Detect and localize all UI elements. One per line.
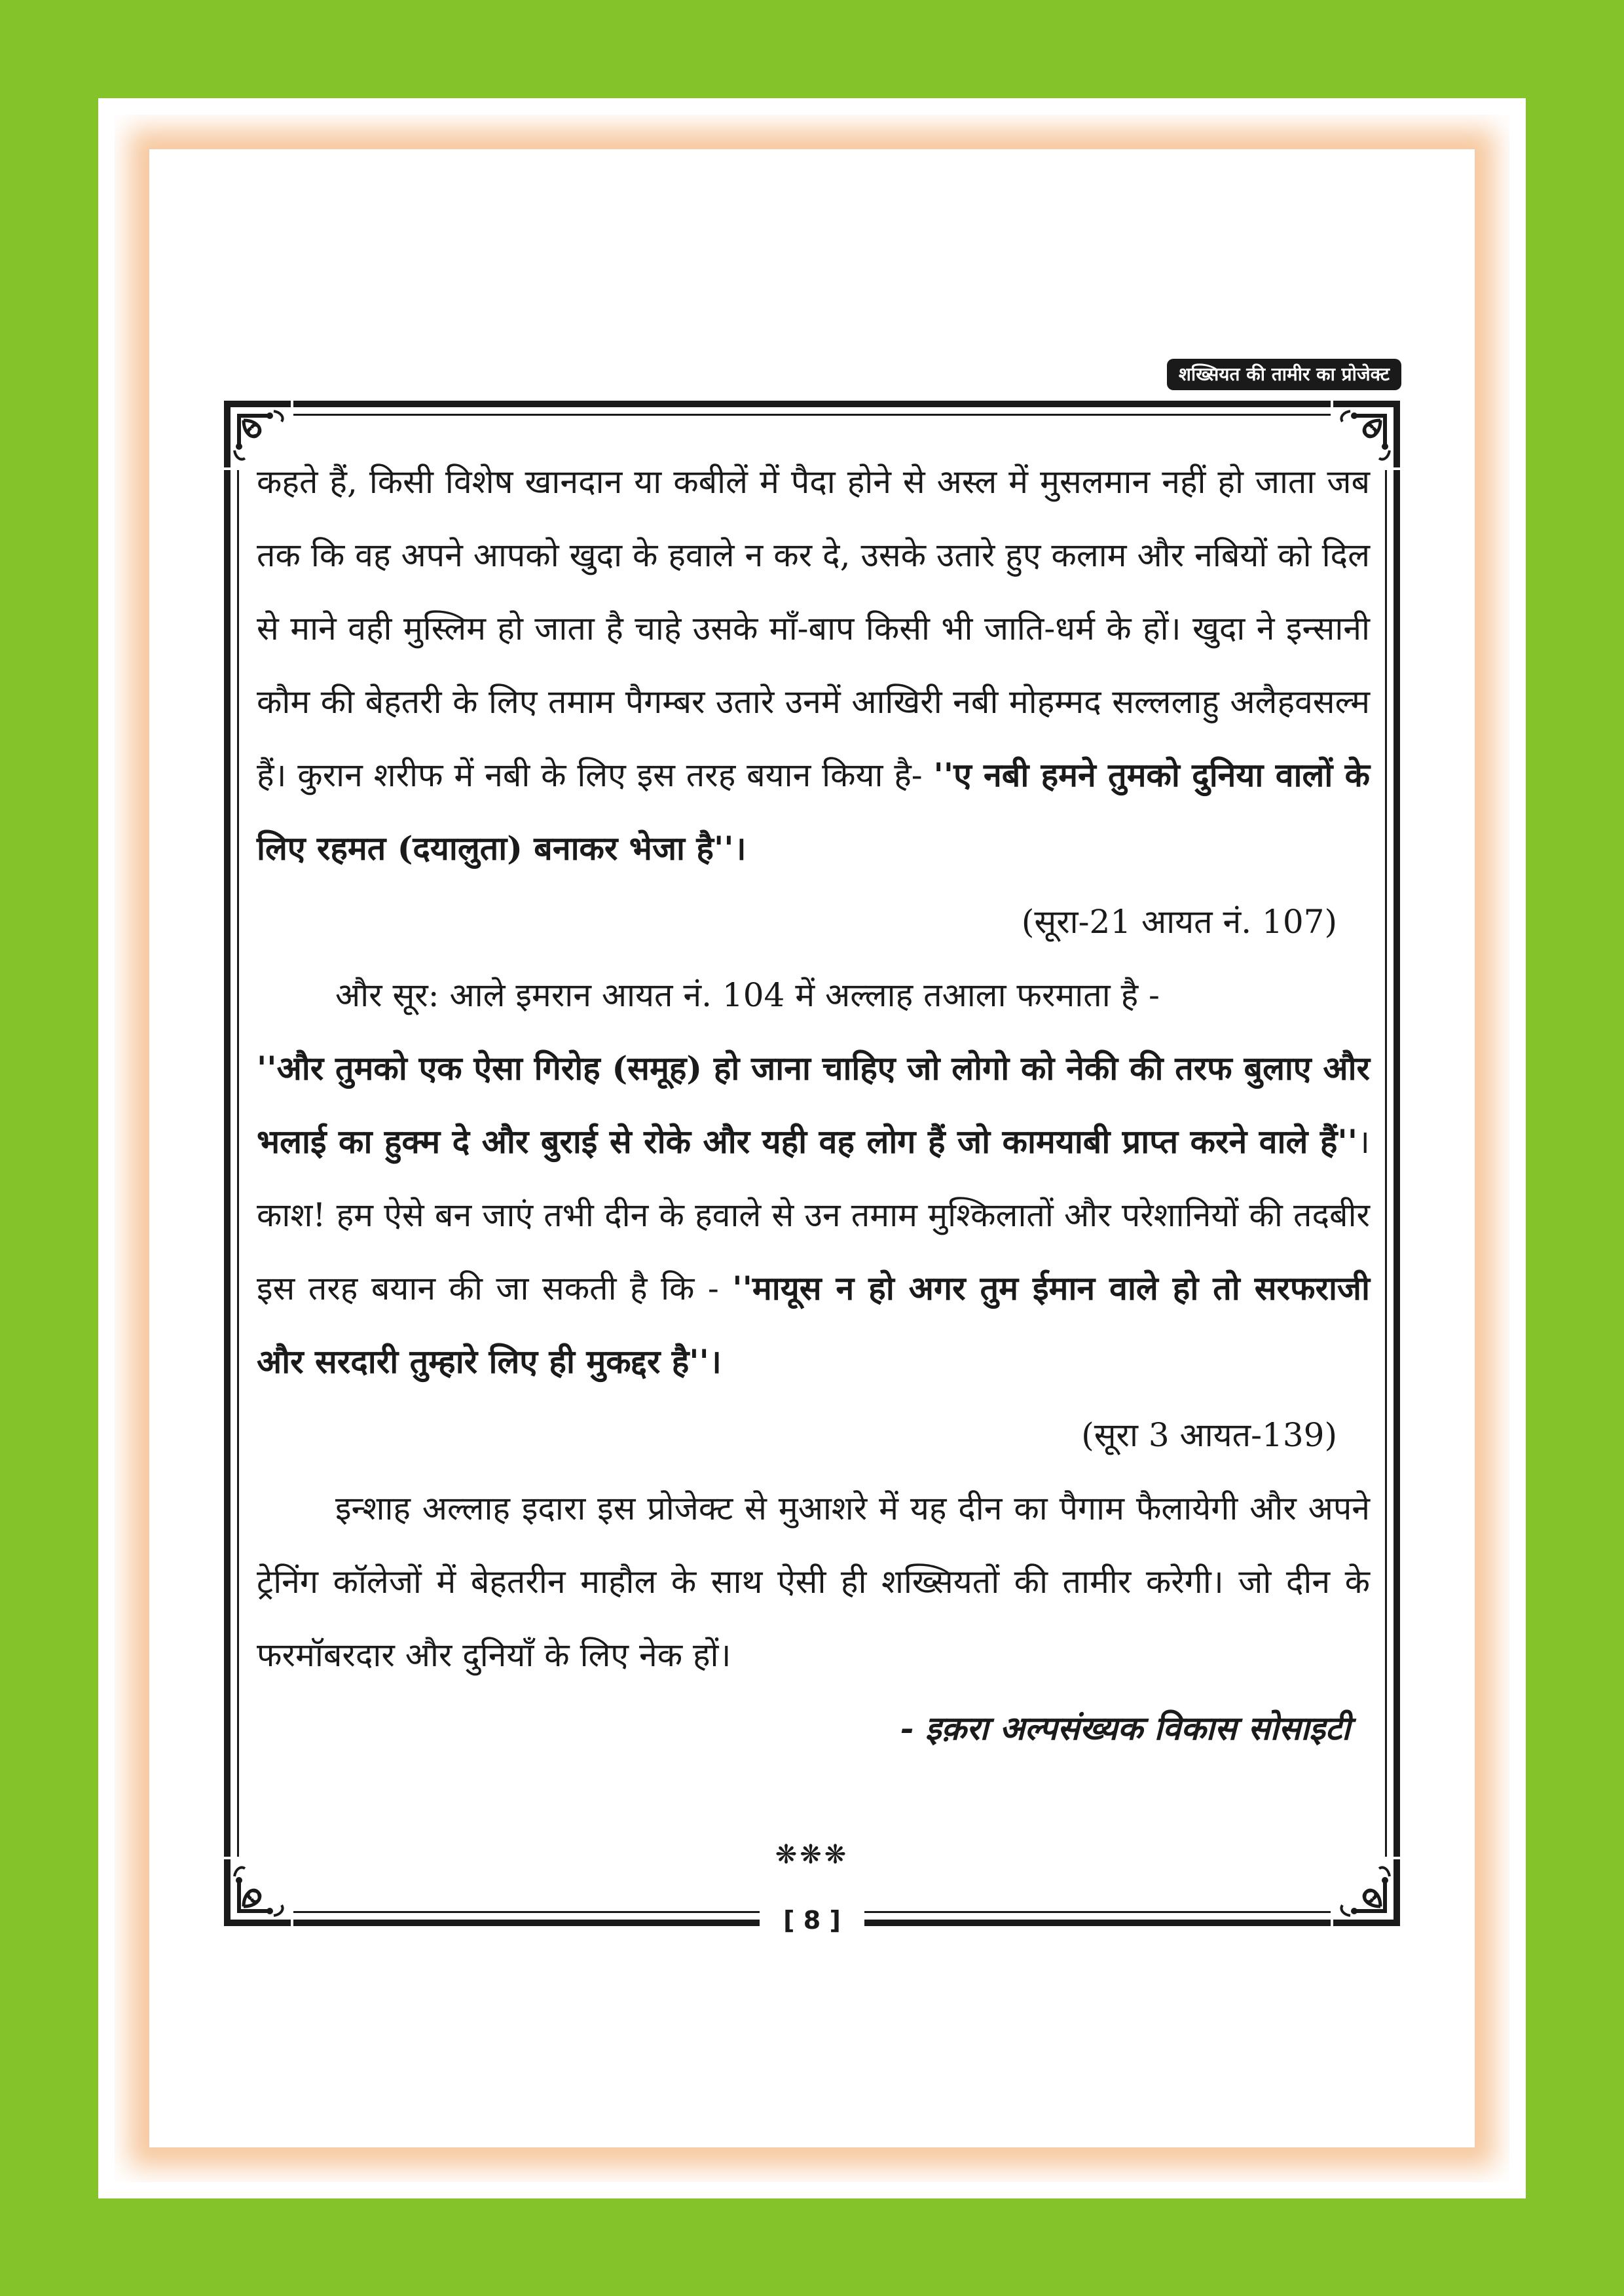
- body-text: [257, 445, 1370, 1765]
- paragraph-2-intro: और सूर: आले इमरान आयत नं. 104 में अल्लाह तआला फरमाता है -: [335, 976, 1160, 1014]
- quran-quote-1: ''ए नबी हमने तुमको दुनिया वालों के लिए रहमत (दयालुता) बनाकर भेजा है''।: [257, 756, 1370, 867]
- paragraph-1: [257, 445, 1370, 885]
- paragraph-3: इन्शाह अल्लाह इदारा इस प्रोजेक्ट से मुआशरे में यह दीन का पैगाम फैलायेगी और अपने ट्रेनिंग कॉलेजों में बेहतरीन माहौल के साथ ऐसी ही शख्सियतों की तामीर करेगी। जो दीन के फरमॉबरदार और दुनियाँ के लिए नेक हों।: [257, 1489, 1370, 1674]
- reference-2: (सूरा 3 आयत-139): [1081, 1416, 1337, 1454]
- quran-quote-2: ''और तुमको एक ऐसा गिरोह (समूह) हो जाना चाहिए जो लोगो को नेकी की तरफ बुलाए और भलाई का हुक्म दे और बुराई से रोके और यही वह लोग हैं जो कामयाबी प्राप्त करने वाले हैं'': [257, 1049, 1370, 1161]
- paragraph-2-text: । काश! हम ऐसे बन जाएं तभी दीन के हवाले से उन तमाम मुश्किलातों और परेशानियों की तदबीर इस तरह बयान की जा सकती है कि -: [257, 1123, 1370, 1307]
- page-number: [ 8 ]: [760, 1901, 864, 1940]
- reference-1: (सूरा-21 आयत नं. 107): [1021, 903, 1337, 941]
- paragraph-2: [257, 1032, 1370, 1398]
- corner-ornament-icon: [1331, 1857, 1403, 1929]
- signature: - इक़रा अल्पसंख्यक विकास सोसाइटी: [900, 1709, 1350, 1747]
- star-ornament-icon: ❋❋❋: [775, 1840, 849, 1870]
- quran-quote-3: ''मायूस न हो अगर तुम ईमान वाले हो तो सरफराजी और सरदारी तुम्हारे लिए ही मुकद्दर है''।: [257, 1269, 1370, 1381]
- running-header: शख्सियत की तामीर का प्रोजेक्ट: [1167, 359, 1401, 390]
- paragraph-1-text: कहते हैं, किसी विशेष खानदान या कबीलें में पैदा होने से अस्ल में मुसलमान नहीं हो जाता जब तक कि वह अपने आपको खुदा के हवाले न कर दे, उसके उतारे हुए कलाम और नबियों को दिल से माने वही मुस्लिम हो जाता है चाहे उसके माँ-बाप किसी भी जाति-धर्म के हों। खुदा ने इन्सानी कौम की बेहतरी के लिए तमाम पैगम्बर उतारे उनमें आखिरी नबी मोहम्मद सल्ललाहु अलैहवसल्म हैं। कुरान शरीफ में नबी के लिए इस तरह बयान किया है-: [257, 463, 1370, 794]
- corner-ornament-icon: [221, 1857, 293, 1929]
